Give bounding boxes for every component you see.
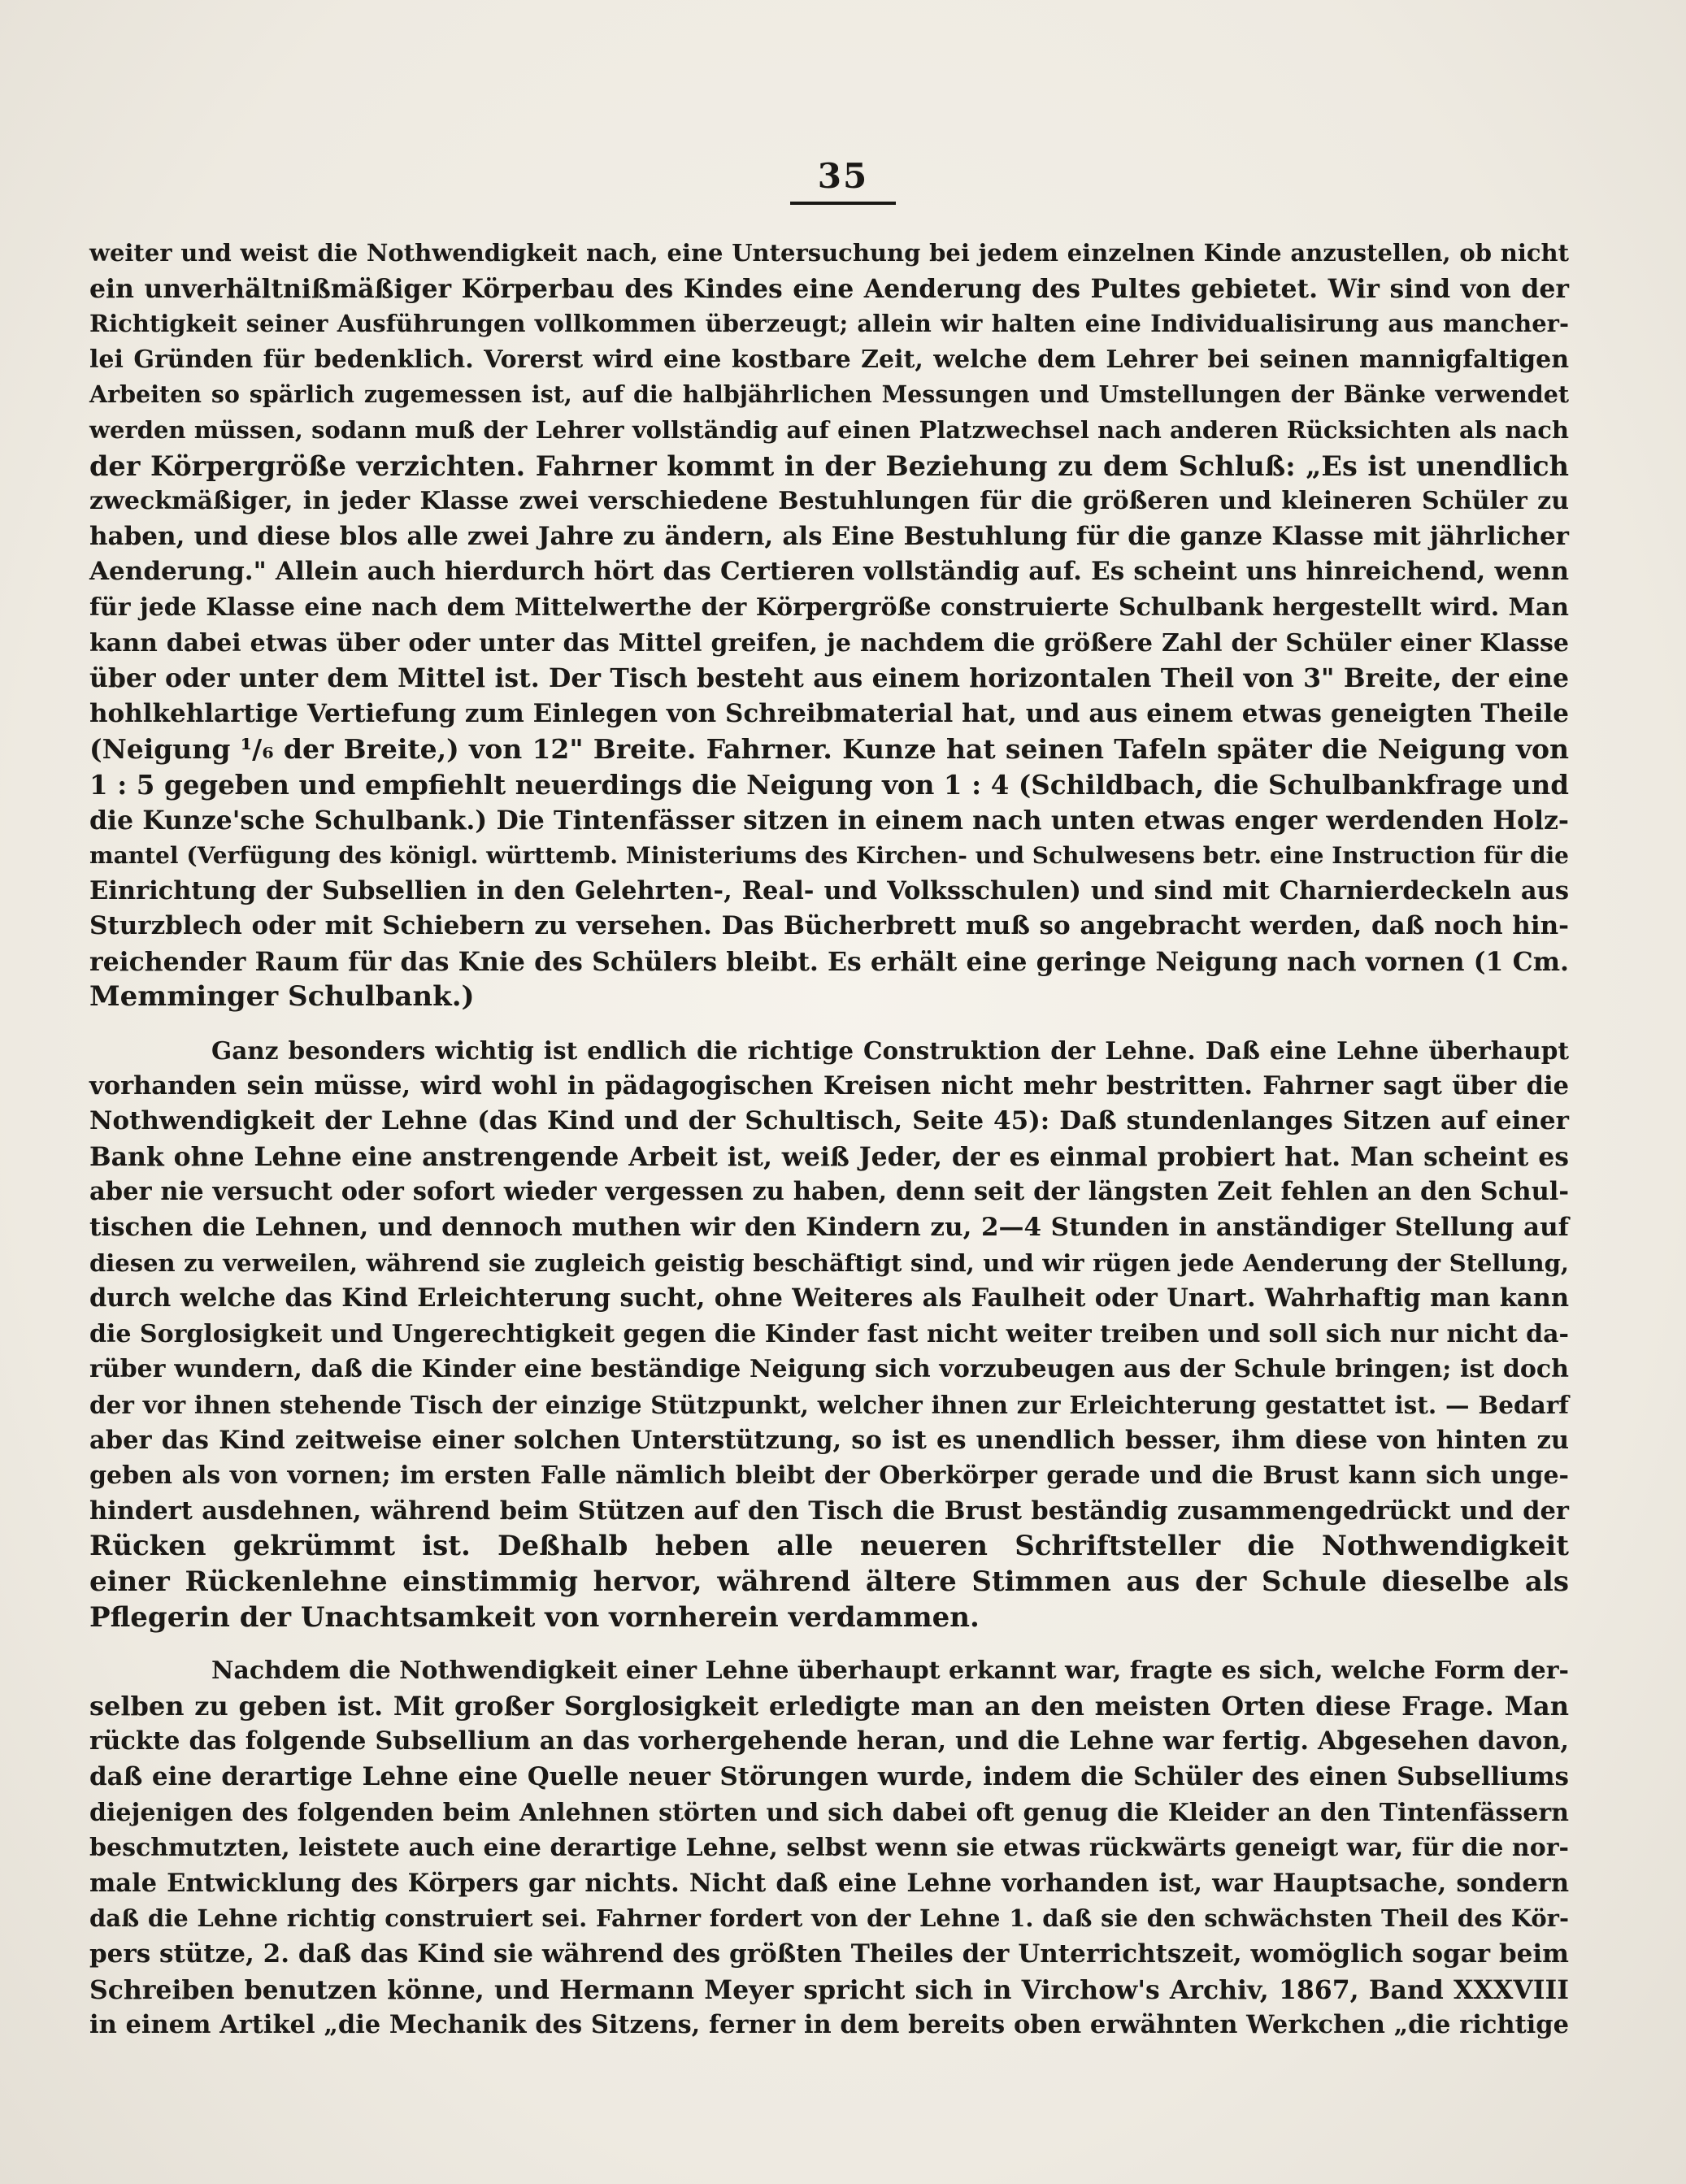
text-line: geben als von vornen; im ersten Falle nämlich bleibt der Oberkörper gerade und die Brust kann sich unge- <box>89 1461 1569 1491</box>
text-line: Schreiben benutzen könne, und Hermann Meyer spricht sich in Virchow's Archiv, 1867, Band XXXVIII <box>89 1974 1569 2005</box>
text-line: beschmutzten, leistete auch eine derartige Lehne, selbst wenn sie etwas rückwärts geneigt war, für die nor- <box>89 1834 1569 1863</box>
text-line: die Kunze'sche Schulbank.) Die Tintenfässer sitzen in einem nach unten etwas enger werdenden Holz- <box>89 805 1569 836</box>
text-line: ein unverhältnißmäßiger Körperbau des Kindes eine Aenderung des Pultes gebietet. Wir sind von der <box>89 273 1569 304</box>
text-line: die Sorglosigkeit und Ungerechtigkeit gegen die Kinder fast nicht weiter treiben und soll sich nur nicht da- <box>89 1319 1569 1348</box>
paragraph <box>89 1653 1569 2043</box>
paragraph <box>89 236 1569 1015</box>
text-line: der vor ihnen stehende Tisch der einzige Stützpunkt, welcher ihnen zur Erleichterung gestattet ist. — Bedarf <box>89 1391 1569 1419</box>
text-line: für jede Klasse eine nach dem Mittelwerthe der Körpergröße construierte Schulbank hergestellt wird. Man <box>89 593 1569 622</box>
text-line: mantel (Verfügung des königl. württemb. Ministeriums des Kirchen- und Schulwesens betr. eine Instruction für die <box>89 842 1569 870</box>
text-line: zweckmäßiger, in jeder Klasse zwei verschiedene Bestuhlungen für die größeren und kleineren Schüler zu <box>89 487 1569 516</box>
text-line: hindert ausdehnen, während beim Stützen auf den Tisch die Brust beständig zusammengedrückt und der <box>89 1496 1569 1526</box>
page-number-underline <box>790 202 896 205</box>
text-line: der Körpergröße verzichten. Fahrner kommt in der Beziehung zu dem Schluß: „Es ist unendlich <box>89 449 1569 482</box>
text-line: male Entwicklung des Körpers gar nichts. Nicht daß eine Lehne vorhanden ist, war Hauptsache, sondern <box>89 1868 1569 1898</box>
text-line: über oder unter dem Mittel ist. Der Tisch besteht aus einem horizontalen Theil von 3" Breite, der eine <box>89 663 1569 694</box>
text-line: (Neigung ¹/₆ der Breite,) von 12" Breite. Fahrner. Kunze hat seinen Tafeln später die Neigung von <box>89 733 1569 766</box>
text-line: diejenigen des folgenden beim Anlehnen störten und sich dabei oft genug die Kleider an den Tintenfässern <box>89 1798 1569 1827</box>
text-line: Nachdem die Nothwendigkeit einer Lehne überhaupt erkannt war, fragte es sich, welche Form der- <box>211 1656 1569 1686</box>
text-line: Bank ohne Lehne eine anstrengende Arbeit ist, weiß Jeder, der es einmal probiert hat. Man scheint es <box>89 1141 1569 1172</box>
text-line: daß die Lehne richtig construiert sei. Fahrner fordert von der Lehne 1. daß sie den schwächsten Theil des Kör- <box>89 1904 1569 1933</box>
text-line: aber das Kind zeitweise einer solchen Unterstützung, so ist es unendlich besser, ihm diese von hinten zu <box>89 1425 1569 1455</box>
text-line: Sturzblech oder mit Schiebern zu versehen. Das Bücherbrett muß so angebracht werden, daß noch hin- <box>89 911 1569 941</box>
text-line: Ganz besonders wichtig ist endlich die richtige Construktion der Lehne. Daß eine Lehne überhaupt <box>211 1036 1569 1066</box>
text-line: Richtigkeit seiner Ausführungen vollkommen überzeugt; allein wir halten eine Individualisirung aus mancher- <box>89 310 1569 338</box>
text-line: 1 : 5 gegeben und empfiehlt neuerdings die Neigung von 1 : 4 (Schildbach, die Schulbankfrage und <box>89 768 1569 801</box>
text-line: reichender Raum für das Knie des Schülers bleibt. Es erhält eine geringe Neigung nach vornen (1 Cm. <box>89 946 1569 977</box>
text-line: einer Rückenlehne einstimmig hervor, während ältere Stimmen aus der Schule dieselbe als <box>89 1565 1569 1598</box>
text-line: daß eine derartige Lehne eine Quelle neuer Störungen wurde, indem die Schüler des einen Subselliums <box>89 1761 1569 1791</box>
page-number: 35 <box>817 156 869 196</box>
text-line: rückte das folgende Subsellium an das vorhergehende heran, und die Lehne war fertig. Abgesehen davon, <box>89 1726 1569 1756</box>
text-line: Memminger Schulbank.) <box>89 980 475 1014</box>
text-line: Nothwendigkeit der Lehne (das Kind und der Schultisch, Seite 45): Daß stundenlanges Sitzen auf einer <box>89 1106 1569 1136</box>
text-line: hohlkehlartige Vertiefung zum Einlegen von Schreibmaterial hat, und aus einem etwas geneigten Theile <box>89 698 1569 728</box>
text-line: diesen zu verweilen, während sie zugleich geistig beschäftigt sind, und wir rügen jede Aenderung der Stellung, <box>89 1248 1569 1277</box>
text-line: Arbeiten so spärlich zugemessen ist, auf die halbjährlichen Messungen und Umstellungen der Bänke verwendet <box>89 380 1569 409</box>
text-line: pers stütze, 2. daß das Kind sie während des größten Theiles der Unterrichtszeit, womöglich sogar beim <box>89 1939 1569 1969</box>
paragraph <box>89 1033 1569 1635</box>
text-line: rüber wundern, daß die Kinder eine beständige Neigung sich vorzubeugen aus der Schule bringen; ist doch <box>89 1355 1569 1384</box>
text-line: aber nie versucht oder sofort wieder vergessen zu haben, denn seit der längsten Zeit fehlen an den Schul- <box>89 1177 1569 1207</box>
text-line: weiter und weist die Nothwendigkeit nach, eine Untersuchung bei jedem einzelnen Kinde anzustellen, ob nicht <box>89 239 1569 267</box>
text-line: durch welche das Kind Erleichterung sucht, ohne Weiteres als Faulheit oder Unart. Wahrhaftig man kann <box>89 1283 1569 1313</box>
text-line: Einrichtung der Subsellien in den Gelehrten-, Real- und Volksschulen) und sind mit Charnierdeckeln aus <box>89 875 1569 905</box>
text-line: Pflegerin der Unachtsamkeit von vornherein verdammen. <box>89 1600 980 1634</box>
text-line: werden müssen, sodann muß der Lehrer vollständig auf einen Platzwechsel nach anderen Rücksichten als nach <box>89 415 1569 444</box>
text-line: kann dabei etwas über oder unter das Mittel greifen, je nachdem die größere Zahl der Schüler einer Klasse <box>89 628 1569 658</box>
text-line: selben zu geben ist. Mit großer Sorglosigkeit erledigte man an den meisten Orten diese Frage. Man <box>89 1690 1569 1722</box>
text-line: haben, und diese blos alle zwei Jahre zu ändern, als Eine Bestuhlung für die ganze Klasse mit jährlicher <box>89 521 1569 551</box>
text-line: vorhanden sein müsse, wird wohl in pädagogischen Kreisen nicht mehr bestritten. Fahrner sagt über die <box>89 1070 1569 1101</box>
text-line: lei Gründen für bedenklich. Vorerst wird eine kostbare Zeit, welche dem Lehrer bei seinen mannigfaltigen <box>89 345 1569 374</box>
text-line: Rücken gekrümmt ist. Deßhalb heben alle neueren Schriftsteller die Nothwendigkeit <box>89 1530 1569 1563</box>
text-line: Aenderung." Allein auch hierdurch hört das Certieren vollständig auf. Es scheint uns hinreichend, wenn <box>89 557 1569 587</box>
text-line: tischen die Lehnen, und dennoch muthen wir den Kindern zu, 2—4 Stunden in anständiger Stellung auf <box>89 1213 1569 1243</box>
body-text <box>89 236 1569 2061</box>
text-line: in einem Artikel „die Mechanik des Sitzens, ferner in dem bereits oben erwähnten Werkchen „die richtige <box>89 2010 1569 2040</box>
